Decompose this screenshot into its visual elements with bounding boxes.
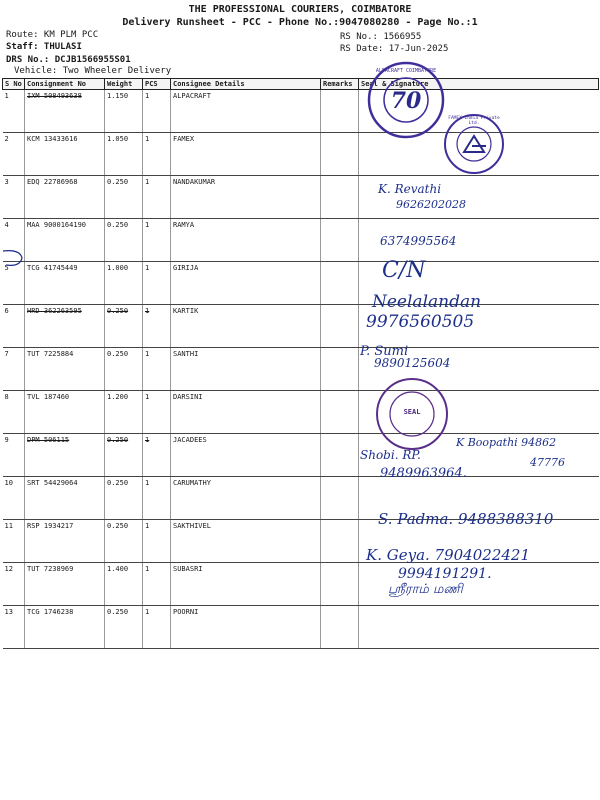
signature-row7-phone: 9890125604 [374,356,451,370]
row-remarks [321,305,359,348]
row-sno: 13 [3,606,25,649]
signature-row3-phone: 9626202028 [396,198,466,211]
drs-number: DRS No.: DCJB1566955S01 [6,55,131,65]
row-consignee: GIRIJA [171,262,321,305]
row-consignee: SUBASRI [171,563,321,606]
row-weight: 0.250 [105,176,143,219]
row-sno: 2 [3,133,25,176]
signature-row13-tamil: ஸ்ரீராம் மணி [388,582,463,597]
row-consignee: FAMEX [171,133,321,176]
row-weight: 1.400 [105,563,143,606]
table-row [3,262,599,305]
table-header-row [3,79,599,90]
row-consignment: SRT 54429064 [25,477,105,520]
col-remarks-header: Remarks [321,79,359,90]
col-consignee-header: Consignee Details [171,79,321,90]
row-remarks [321,563,359,606]
stamp-text: FAMEX India Private Ltd. [448,116,500,126]
row-remarks [321,477,359,520]
stamp-text: SEAL [403,408,421,416]
row-pcs: 1 [143,477,171,520]
row-consignee: SAKTHIVEL [171,520,321,563]
row-sno: 12 [3,563,25,606]
row-signature-cell [359,606,599,649]
table-row [3,176,599,219]
stamp-text: ALPACRAFT COIMBATORE [375,68,437,74]
table-row [3,606,599,649]
row-sno: 7 [3,348,25,391]
row-consignment: MAA 9000164190 [25,219,105,262]
signature-row11: S. Padma. 9488388310 [378,510,554,528]
row-remarks [321,348,359,391]
row-sno: 9 [3,434,25,477]
row-consignee: SANTHI [171,348,321,391]
row-weight: 1.050 [105,133,143,176]
row-pcs: 1 [143,219,171,262]
table-row [3,348,599,391]
signature-row10-phone: 9489963964. [380,466,467,481]
row-consignment: EDQ 22786968 [25,176,105,219]
row-pcs: 1 [143,133,171,176]
row-remarks [321,90,359,133]
row-sno: 8 [3,391,25,434]
row-weight: 0.250 [105,477,143,520]
table-row [3,133,599,176]
row-consignee: KARTIK [171,305,321,348]
row-pcs: 1 [143,606,171,649]
table-row [3,219,599,262]
signature-row6-name: Neelalandan [372,292,482,312]
company-title: THE PROFESSIONAL COURIERS, COIMBATORE [188,4,412,15]
row-weight: 1.150 [105,90,143,133]
signature-row12: K. Geya. 7904022421 [366,546,530,564]
row-pcs: 1 [143,434,171,477]
hand-circle-mark [0,247,26,269]
row-remarks [321,133,359,176]
row-consignee: DARSINI [171,391,321,434]
row-consignment: TCG 41745449 [25,262,105,305]
row-pcs: 1 [143,262,171,305]
row-consignee: POORNI [171,606,321,649]
row-pcs: 1 [143,563,171,606]
col-weight-header: Weight [105,79,143,90]
row-consignee: NANDAKUMAR [171,176,321,219]
row-remarks [321,520,359,563]
col-signature-header: Seal & Signature [359,79,599,90]
row-sno: 1 [3,90,25,133]
signature-row3-name: K. Revathi [378,182,442,196]
row-consignment: TCG 1746238 [25,606,105,649]
signature-row6-phone: 9976560505 [366,312,475,332]
row-consignment: KCM 13433616 [25,133,105,176]
signature-row9-note2: 47776 [530,456,565,469]
row-consignment: IXM 508493638 [25,90,105,133]
row-weight: 1.000 [105,262,143,305]
row-consignment: DPM 506115 [25,434,105,477]
row-pcs: 1 [143,520,171,563]
row-weight: 0.250 [105,520,143,563]
route-label: Route: KM PLM PCC [6,30,99,40]
row-sno: 11 [3,520,25,563]
row-remarks [321,176,359,219]
row-sno: 6 [3,305,25,348]
row-consignment: TVL 187460 [25,391,105,434]
row-consignee: ALPACRAFT [171,90,321,133]
alpacraft-stamp [366,60,446,140]
signature-row5-mark: C/N [382,258,426,283]
row-consignee: CARUMATHY [171,477,321,520]
row-pcs: 1 [143,90,171,133]
table-row [3,305,599,348]
rs-date: RS Date: 17-Jun-2025 [340,44,449,54]
row-weight: 0.250 [105,219,143,262]
row-pcs: 1 [143,305,171,348]
row-remarks [321,434,359,477]
row-sno: 3 [3,176,25,219]
row-weight: 0.250 [105,348,143,391]
row-sno: 10 [3,477,25,520]
row-pcs: 1 [143,176,171,219]
signature-row13-phone: 9994191291. [398,566,492,582]
signature-row9-note: K Boopathi 94862 [456,436,557,449]
col-consignment-header: Consignment No [25,79,105,90]
row-weight: 1.200 [105,391,143,434]
row-consignment: RSP 1934217 [25,520,105,563]
row-remarks [321,606,359,649]
row-consignee: RAMYA [171,219,321,262]
round-seal-stamp [374,376,450,452]
stamp-number: 70 [390,88,422,114]
staff-label: Staff: THULASI [6,42,82,52]
row-remarks [321,391,359,434]
row-consignment: TUT 7238969 [25,563,105,606]
rs-number: RS No.: 1566955 [340,32,422,42]
row-remarks [321,262,359,305]
row-pcs: 1 [143,391,171,434]
runsheet-subtitle: Delivery Runsheet - PCC - Phone No.:9047080280 - Page No.:1 [122,17,478,28]
row-consignment: TUT 7225884 [25,348,105,391]
row-sno: 4 [3,219,25,262]
row-consignee: JACADEES [171,434,321,477]
famex-stamp [442,112,506,176]
signature-row7-name: P. Sumi [360,344,409,359]
col-sno-header: S No [3,79,25,90]
row-weight: 0.250 [105,606,143,649]
table-row [3,563,599,606]
table-row [3,90,599,133]
signature-row4-phone: 6374995564 [380,234,457,248]
row-consignment: HRD 362263595 [25,305,105,348]
row-weight: 0.250 [105,434,143,477]
row-weight: 0.250 [105,305,143,348]
row-pcs: 1 [143,348,171,391]
row-remarks [321,219,359,262]
table-row [3,391,599,434]
col-pcs-header: PCS [143,79,171,90]
signature-row10-name: Shobi. RP. [360,448,421,462]
vehicle-label: Vehicle: Two Wheeler Delivery [14,66,172,76]
row-sno: 5 [3,262,25,305]
